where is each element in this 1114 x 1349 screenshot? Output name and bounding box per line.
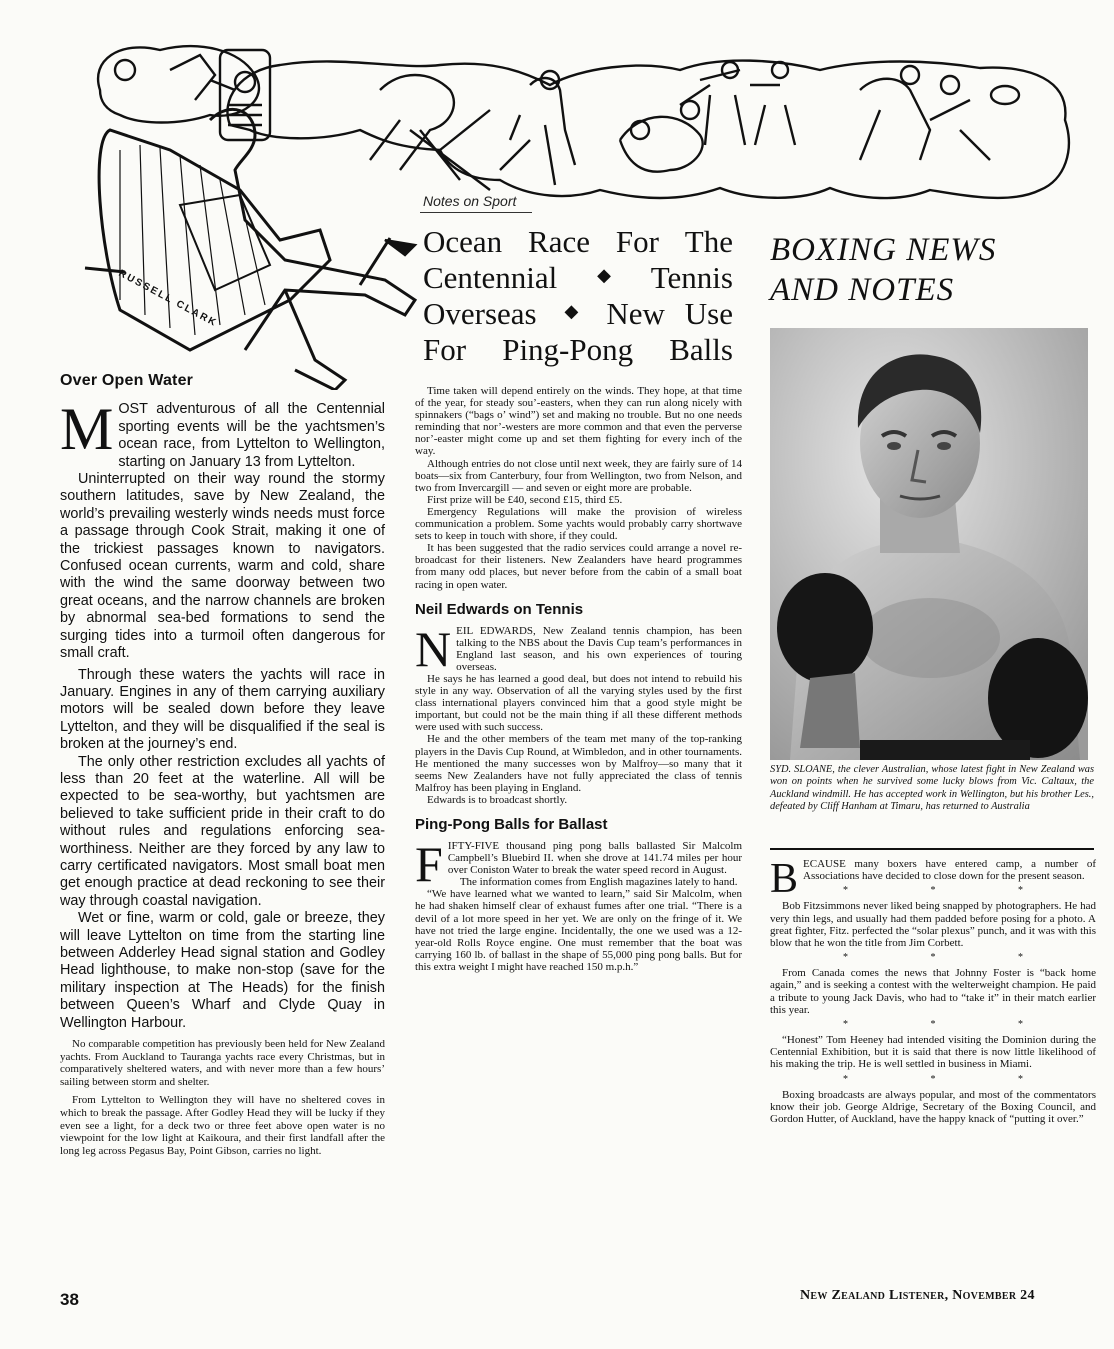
paragraph: NEIL EDWARDS, New Zealand tennis champion, has been talking to the NBS about the Davis Cup team’s performances in England last season, and his own experiences of touring overseas. bbox=[415, 620, 742, 677]
subhead-tennis: Neil Edwards on Tennis bbox=[415, 600, 584, 618]
main-headline bbox=[423, 224, 733, 368]
section-stars: * * * bbox=[843, 1019, 1063, 1031]
drop-cap: B bbox=[770, 856, 799, 902]
page-number: 38 bbox=[60, 1290, 79, 1309]
racket-vignette bbox=[115, 60, 135, 80]
section-stars: * * * bbox=[843, 952, 1063, 964]
paragraph: Uninterrupted on their way round the stormy southern latitudes, save by New Zealand, the world’s prevailing westerly winds needs must force a passage through Cook Strait, making it one of the trickiest passages known to navigators. Confused ocean currents, warm and cold, share with the wind the same doorway between two great oceans, and the narrow channels are broken by abnormal sea-bed formations to send the surging tides into a turmoil often dangerous for small craft. bbox=[60, 471, 385, 662]
kicker-rule bbox=[420, 212, 532, 213]
subhead-over-open-water: Over Open Water bbox=[60, 372, 194, 389]
paragraph: Time taken will depend entirely on the winds. They hope, at that time of the year, for steady sou’-easters, when they can run along nicely with spinnakers (“bags o’ wind”) set and making no trouble. But no one needs reminding that nor’-westers are more common and that even the perverse nor’-easter might come up and set them fighting for every inch of the way. bbox=[415, 385, 742, 458]
section-stars: * * * bbox=[843, 1073, 1063, 1085]
paragraph: Edwards is to broadcast shortly. bbox=[427, 793, 568, 806]
paragraph: From Canada comes the news that Johnny Foster is “back home again,” and is seeking a contest with the welterweight champion. He paid a tribute to young Jack Davis, who had to “take it” in their match earlier this year. bbox=[770, 967, 1096, 1016]
publication-footer: New Zealand Listener, November 24 bbox=[800, 1288, 1035, 1303]
caption-rule bbox=[770, 848, 1094, 850]
diamond-icon: ◆ bbox=[597, 265, 611, 285]
paragraph: MOST adventurous of all the Centennial sporting events will be the yachtsmen’s ocean race, from Lyttelton to Wellington, starting on January 13 from Lyttelton. bbox=[60, 396, 385, 470]
paragraph: Bob Fitzsimmons never liked being snapped by photographers. He had very thin legs, and usually had them padded before posing for a photo. A great fighter, Fitz. perfected the “solar plexus” punch, and it was with this blow that he won the title from Jim Corbett. bbox=[770, 900, 1096, 950]
paragraph: Although entries do not close until next week, they are fairly sure of 14 boats—six from Canterbury, four from Wellington, two from Nelson, and two from Invercargill — and seven or eight more are probable. bbox=[415, 457, 742, 494]
paragraph: Wet or fine, warm or cold, gale or breeze, they will leave Lyttelton on time from the starting line between Adderley Head signal station and Godley Head lighthouse, to make non-stop (save for the military inspection at The Heads) for the finish between Queen’s Wharf and Clyde Quay in Wellington Harbour. bbox=[60, 910, 385, 1031]
paragraph: He and the other members of the team met many of the top-ranking players in the Davis Cup Round, at Wimbledon, and in other tournaments. He mentioned the many successes won by Malfroy—so many that it seems New Zealanders have not fully appreciated the class of tennis Malfroy has been playing in England. bbox=[415, 733, 742, 794]
section-kicker: Notes on Sport bbox=[423, 193, 517, 209]
boxer-photo bbox=[770, 328, 1088, 760]
photo-caption: SYD. SLOANE, the clever Australian, whose latest fight in New Zealand was won on points when he survived some lucky blows from Vic. Caltaux, the Auckland windmill. He has accepted work in Wellington, but his brother Les., defeated by Cliff Hanham at Timaru, has returned to Australia bbox=[770, 764, 1094, 813]
tennis-player-vignette bbox=[170, 55, 235, 100]
paragraph: BECAUSE many boxers have entered camp, a number of Associations have decided to close down for the present season. bbox=[770, 856, 1096, 902]
jockey-horse-vignette bbox=[370, 75, 460, 180]
wrestlers-vignette bbox=[620, 85, 710, 172]
paragraph: Through these waters the yachts will race in January. Engines in any of them carrying auxiliary motors will be sealed down before they leave Lyttelton, and they will be disqualified if the seal is broken at the journey’s end. bbox=[60, 666, 385, 753]
diamond-icon: ◆ bbox=[564, 301, 579, 321]
paragraph: FIFTY-FIVE thousand ping pong balls ballasted Sir Malcolm Campbell’s Bluebird II. when she drove at 141.74 miles per hour over Coniston Water to break the water speed record in August. bbox=[415, 836, 742, 892]
paragraph: Boxing broadcasts are always popular, and most of the commentators know their job. George Aldrige, Secretary of the Boxing Council, and Gordon Hutter, of Auckland, have the happy knack of “putting it over.” bbox=[770, 1088, 1096, 1126]
drop-cap: M bbox=[60, 396, 114, 463]
rugby-vignette bbox=[860, 79, 990, 160]
headline-line-3: Overseas ◆ New Use bbox=[423, 296, 733, 332]
subhead-ping-pong: Ping-Pong Balls for Ballast bbox=[415, 816, 608, 833]
paragraph: He says he has learned a good deal, but does not intend to rebuild his style in any way. Observation of all the varying styles used by the first class international players convinced him that a good style might be important, but could not be the main thing if all these different methods were used with such success. bbox=[415, 672, 742, 734]
illustration-signature: RUSSELL CLARK bbox=[116, 267, 220, 330]
boxers-vignette-a bbox=[510, 78, 575, 185]
boxing-title: BOXING NEWS AND NOTES bbox=[770, 232, 997, 308]
paragraph: No comparable competition has previously been held for New Zealand yachts. From Auckland to Tauranga yachts race every Christmas, but in comparatively sheltered waters, and with never more than a few hours’ sailing between storm and shelter. bbox=[60, 1038, 385, 1088]
drop-cap: N bbox=[415, 620, 452, 677]
drop-cap: F bbox=[415, 836, 443, 892]
boxers-vignette-b bbox=[700, 70, 795, 145]
column-boxing bbox=[770, 858, 1096, 1125]
column-middle bbox=[415, 385, 742, 973]
paragraph: Emergency Regulations will make the provision of wireless communication a problem. Some yachts would probably carry shortwave sets to keep in touch with shore, if they could. bbox=[415, 505, 742, 543]
headline-line-4: For Ping-Pong Balls bbox=[423, 332, 733, 367]
section-stars: * * * bbox=[843, 885, 1063, 897]
paragraph: “We have learned what we wanted to learn,” said Sir Malcolm, when he had shaken himself clear of exhaust fumes after one trial. “There is a devil of a lot more speed in her yet. We are only on the fringe of it. We have not tried the large engine. Incidentally, the one we used was a 12-year-old Rolls Royce engine. One must remember that the boat was carrying 160 lb. of ballast in the shape of 55,000 ping pong balls. But for this extra weight I might have reached 150 m.p.h.” bbox=[415, 888, 742, 973]
paragraph: The only other restriction excludes all yachts of less than 20 feet at the waterline. All will be expected to be sea-worthy, but yachtsmen are believed to take sufficient pride in their craft to do without rules and regulations enforcing sea-worthiness. Neither are they forced by any law to carry certificated navigators. Most small boat men get enough practice at dead reckoning to see their way through coastal navigation. bbox=[60, 753, 385, 909]
headline-line-2: Centennial ◆ Tennis bbox=[423, 260, 733, 296]
paragraph: First prize will be £40, second £15, third £5. bbox=[427, 493, 623, 506]
paragraph: From Lyttelton to Wellington they will have no sheltered coves in which to break the passage. After Godley Head they will be lucky if they even see a light, for a deck two or three feet above open water is no viewpoint for the low light at Kaikoura, and their first landfall after the long leg across Pegasus Bay, Point Gibson, carries no light. bbox=[60, 1094, 385, 1157]
column-over-open-water bbox=[60, 370, 385, 1157]
headline-line-1: Ocean Race For The bbox=[423, 224, 733, 259]
paragraph: It has been suggested that the radio services could arrange a novel re-broadcast for their listeners. New Zealanders have heard programmes from many odd places, but never before from the cabin of a small boat racing in open water. bbox=[415, 542, 742, 591]
paragraph: The information comes from English magazines lately to hand. bbox=[459, 876, 738, 889]
paragraph: “Honest” Tom Heeney had intended visiting the Dominion during the Centennial Exhibition, but it is said that there is now little likelihood of his making the trip. He is well settled in business in Miami. bbox=[770, 1034, 1096, 1071]
